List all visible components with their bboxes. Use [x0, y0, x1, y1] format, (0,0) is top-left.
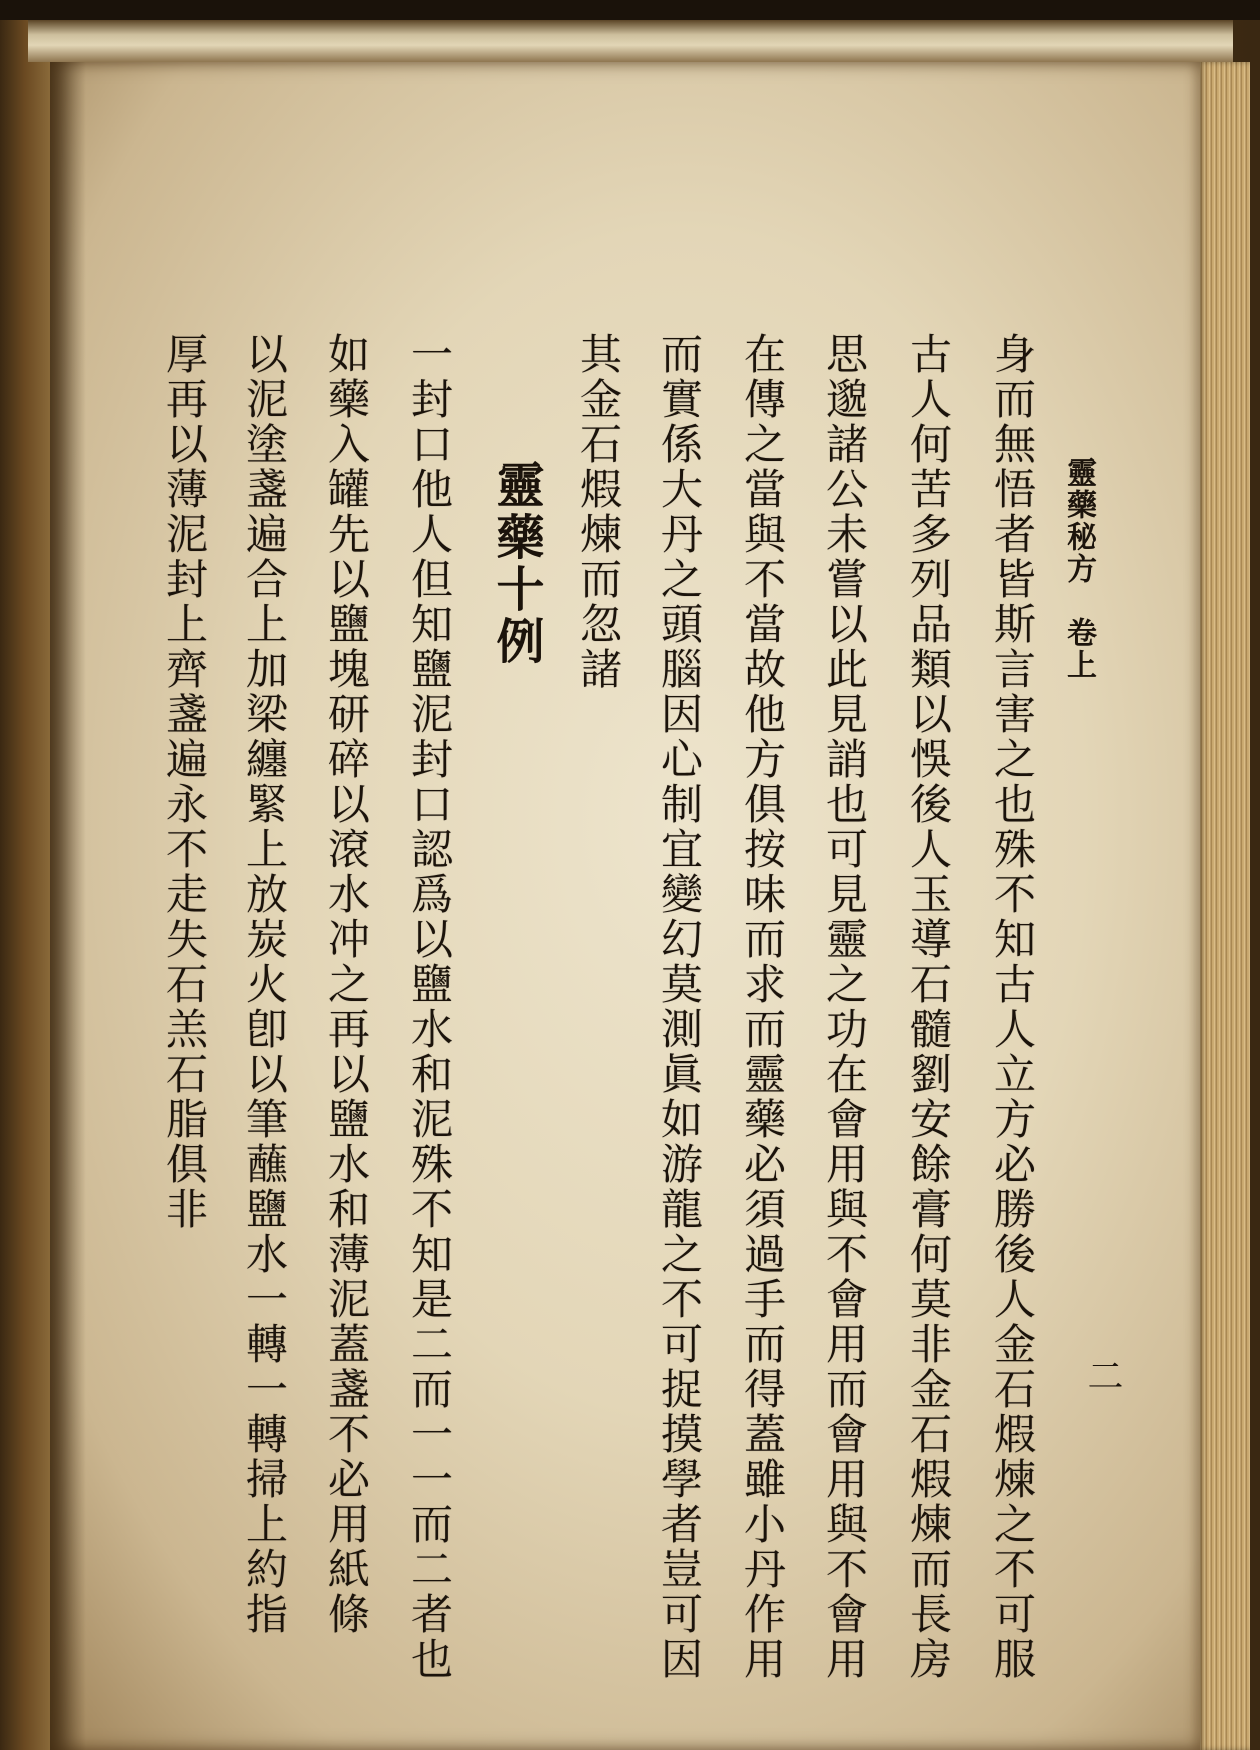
- book-page-edges: [1198, 62, 1250, 1750]
- text-column-9: 以泥塗盞遍合上加梁纏緊上放炭火卽以筆蘸鹽水一轉一轉掃上約指: [240, 332, 289, 1637]
- running-header: 靈藥秘方 卷上: [1061, 457, 1096, 681]
- previous-page-edge: [28, 20, 1233, 62]
- top-shadow: [0, 0, 1260, 20]
- text-column-6: 其金石煆煉而忽諸: [574, 332, 623, 692]
- text-column-7: 一封口他人但知鹽泥封口認爲以鹽水和泥殊不知是二而一一而二者也: [405, 332, 454, 1682]
- text-column-3: 思邈諸公未嘗以此見誚也可見靈之功在會用與不會用而會用與不會用: [820, 332, 869, 1682]
- section-title: 靈藥十例: [488, 460, 544, 668]
- text-column-4: 在傳之當與不當故他方俱按味而求而靈藥必須過手而得蓋雖小丹作用: [738, 332, 787, 1682]
- text-column-8: 如藥入罐先以鹽塊研碎以滾水冲之再以鹽水和薄泥蓋盞不必用紙條: [322, 332, 371, 1637]
- text-column-2: 古人何苦多列品類以悞後人玉導石髓劉安餘膏何莫非金石煆煉而長房: [904, 332, 953, 1682]
- book-page: [50, 62, 1200, 1750]
- gutter-shadow: [50, 62, 86, 1750]
- text-column-5: 而實係大丹之頭腦因心制宜變幻莫測眞如游龍之不可捉摸學者豈可因: [655, 332, 704, 1682]
- text-column-1: 身而無悟者皆斯言害之也殊不知古人立方必勝後人金石煆煉之不可服: [988, 332, 1037, 1682]
- page-number: 二: [1082, 1357, 1123, 1393]
- text-column-10: 厚再以薄泥封上齊盞遍永不走失石羔石脂俱非: [160, 332, 209, 1232]
